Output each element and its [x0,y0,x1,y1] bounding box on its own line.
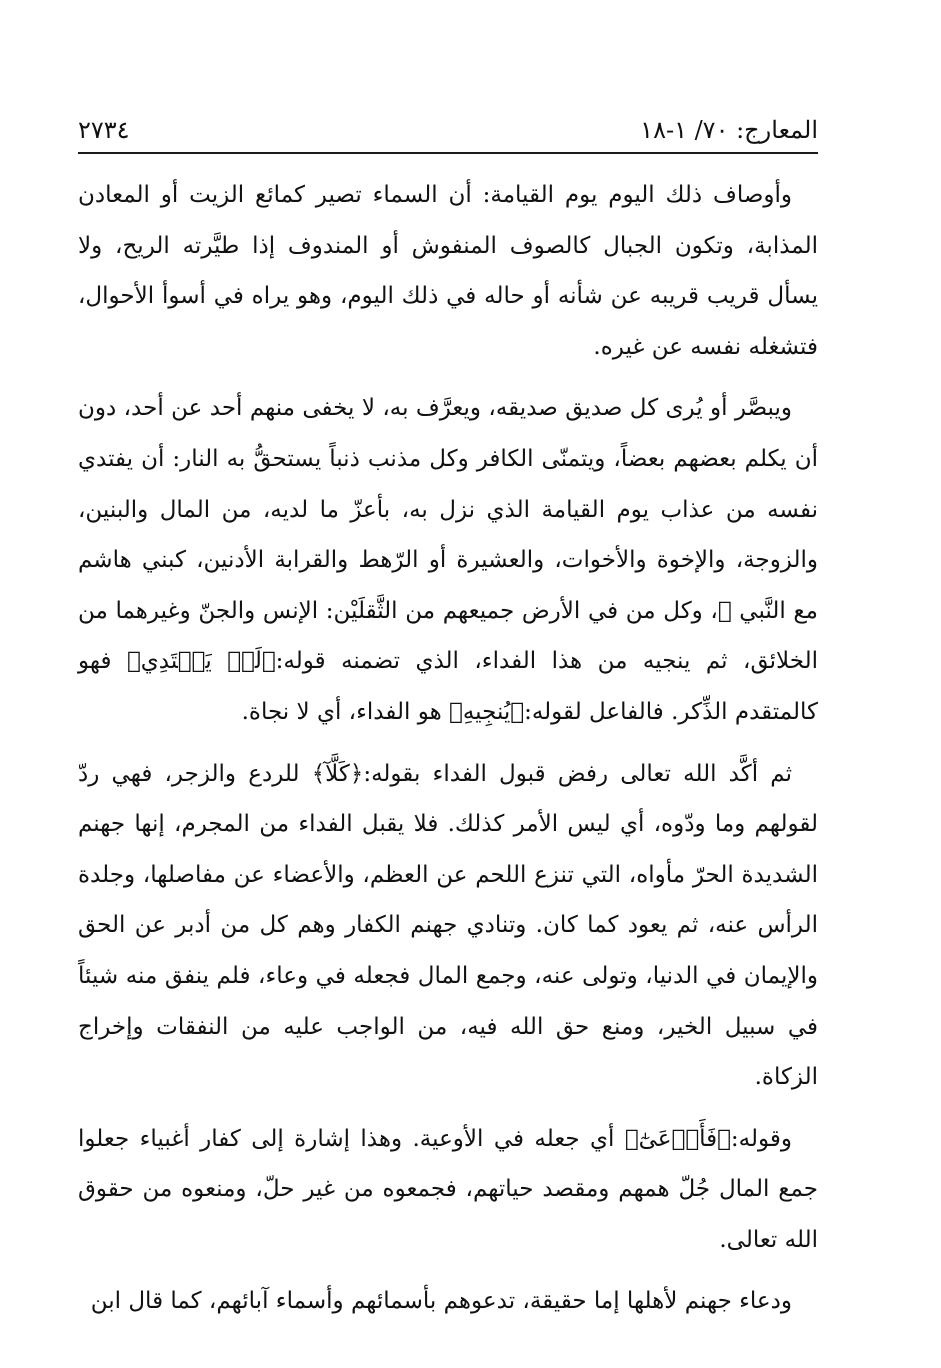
paragraph-5: ودعاء جهنم لأهلها إما حقيقة، تدعوهم بأسمائهم وأسماء آبائهم، كما قال ابن [90,1288,792,1315]
chapter-reference: المعارج: ٧٠/ ١-١٨ [640,116,818,144]
page-header [78,108,818,154]
paragraph-3: ثم أكَّد الله تعالى رفض قبول الفداء بقوله:﴿كَلَّآ﴾ للردع والزجر، فهي ردّ لقولهم وما ودّوه، أي ليس الأمر كذلك. فلا يقبل الفداء من المجرم، إنها جهنم الشديدة الحرّ مأواه، التي تنزع اللحم عن العظم، والأعضاء عن مفاصلها، وجلدة الرأس عنه، ثم يعود كما كان. وتنادي جهنم الكفار وهم كل من أدبر عن الحق والإيمان في الدنيا، وتولى عنه، وجمع المال فجعله في وعاء، فلم ينفق منه شيئاً في سبيل الخير، ومنع حق الله فيه، من الواجب عليه من النفقات وإخراج الزكاة. [78,760,818,1091]
paragraph-2: ويبصَّر أو يُرى كل صديق صديقه، ويعرَّف به، لا يخفى منهم أحد عن أحد، دون أن يكلم بعضهم بعضاً، ويتمنّى الكافر وكل مذنب ذنباً يستحقُّ به النار: أن يفتدي نفسه من عذاب يوم القيامة الذي نزل به، بأعزّ ما لديه، من المال والبنين، والزوجة، والإخوة والأخوات، والعشيرة أو الرّهط والقرابة الأدنين، كبني هاشم مع النَّبي ﷺ، وكل من في الأرض جميعهم من الثَّقلَيْن: الإنس والجنّ وغيرهما من الخلائق، ثم ينجيه من هذا الفداء، الذي تضمنه قوله:﴿لَوۡ يَفۡتَدِي﴾ فهو كالمتقدم الذِّكر. فالفاعل لقوله:﴿يُنجِيهِ﴾ هو الفداء، أي لا نجاة. [78,395,818,725]
paragraph-1: وأوصاف ذلك اليوم يوم القيامة: أن السماء تصير كمائع الزيت أو المعادن المذابة، وتكون الجبال كالصوف المنفوش أو المندوف إذا طيَّرته الريح، ولا يسأل قريب قريبه عن شأنه أو حاله في ذلك اليوم، وهو يراه في أسوأ الأحوال، فتشغله نفسه عن غيره. [78,182,818,360]
page-number: ٢٧٣٤ [78,116,130,144]
paragraph-4: وقوله:﴿فَأَوۡعَىٰٓ﴾ أي جعله في الأوعية. وهذا إشارة إلى كفار أغبياء جعلوا جمع المال جُلّ همهم ومقصد حياتهم، فجمعوه من غير حلّ، ومنعوه من حقوق الله تعالى. [78,1125,818,1253]
page-body [78,170,818,1327]
